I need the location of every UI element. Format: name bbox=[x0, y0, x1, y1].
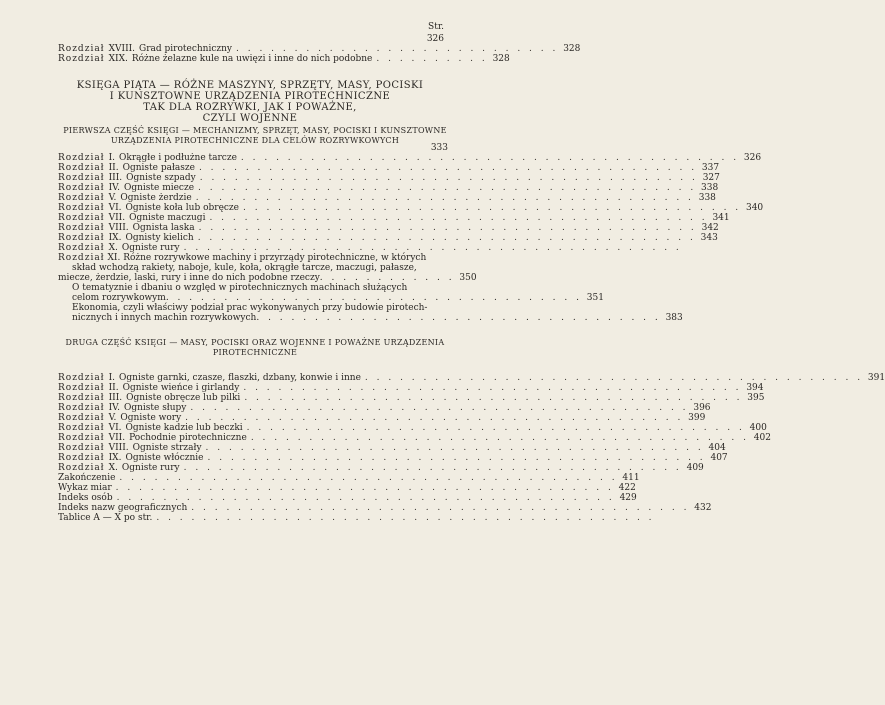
chapter-title: Różne rozrywkowe machiny i przyrządy pirotechniczne, w których bbox=[123, 253, 427, 263]
chapter-number: XIX. bbox=[108, 54, 128, 64]
leader-dots: . . . . . . . . . . . . . . . . . . . . . . . . . . . . . . . . . . . . . . . . . . . bbox=[199, 173, 698, 183]
chapter-title: Ogniste strzały bbox=[132, 443, 202, 453]
chapter-title-cont: celom rozrywkowym bbox=[72, 293, 166, 303]
chapter-title: Okrągłe i podłużne tarcze bbox=[119, 153, 237, 163]
page-number: 391 bbox=[867, 373, 885, 383]
page-number: 337 bbox=[701, 163, 720, 173]
chapter-title: Ogniste wieńce i girlandy bbox=[122, 383, 240, 393]
chapter-number: IV. bbox=[108, 403, 120, 413]
chapter-title: Grad pirotechniczny bbox=[139, 44, 233, 54]
chapter-title: Ogniste rury bbox=[121, 243, 180, 253]
toc-entry bbox=[58, 223, 719, 233]
book-five-heading bbox=[70, 80, 430, 124]
page-number: 399 bbox=[688, 413, 706, 423]
chapter-xi-line bbox=[58, 283, 448, 293]
chapter-xi-entry bbox=[58, 253, 683, 323]
leader-dots: . . . . . . . . . . . . . . . . . . . . . . . . . . . . . . . . . . . . . . . . . . . bbox=[243, 383, 742, 393]
chapter-label: Rozdział bbox=[58, 463, 105, 473]
chapter-xi-line bbox=[58, 263, 448, 273]
chapter-xi-line bbox=[58, 303, 448, 313]
first-page-number: 326 bbox=[426, 34, 444, 44]
toc-entry bbox=[58, 453, 728, 463]
chapter-title: Ogniste pałasze bbox=[122, 163, 195, 173]
toc-entry bbox=[58, 203, 764, 213]
toc-entry bbox=[58, 463, 704, 473]
leader-dots: . . . . . . . . . . . . . . . . . . . . . . . . . . . . . . . . . . . . . . . . . . . bbox=[191, 503, 690, 513]
chapter-label: Rozdział bbox=[58, 243, 105, 253]
chapter-title: Zakończenie bbox=[58, 473, 116, 483]
heading-line: KSIĘGA PIĄTA — RÓŻNE MASZYNY, SPRZĘTY, MASY, POCISKI bbox=[76, 80, 424, 91]
chapter-title: Ogniste żerdzie bbox=[120, 193, 192, 203]
leader-dots: . . . . . . . . . . . . bbox=[319, 273, 455, 283]
chapter-title: Ogniste miecze bbox=[123, 183, 195, 193]
chapter-title: Ogniste włócznie bbox=[125, 453, 204, 463]
toc-entry bbox=[58, 373, 885, 383]
chapter-title: Ogniste rury bbox=[121, 463, 180, 473]
page-number: 340 bbox=[745, 203, 764, 213]
chapter-title-cont: Ekonomia, czyli właściwy podział prac wykonywanych przy budowie pirotech- bbox=[72, 303, 428, 313]
chapter-title: Ogniste słupy bbox=[123, 403, 187, 413]
leader-dots: . . . . . . . . . . . . . . . . . . . . . . . . . . . . . . . . . . . . bbox=[165, 293, 582, 303]
heading-line: I KUNSZTOWNE URZĄDZENIA PIROTECHNICZNE bbox=[109, 91, 391, 102]
chapter-label: Rozdział bbox=[58, 163, 105, 173]
heading-line: DRUGA CZĘŚĆ KSIĘGI — MASY, POCISKI ORAZ WOJENNE I POWAŻNE URZĄDZENIA bbox=[65, 338, 445, 347]
leader-dots: . . . . . . . . . . . . . . . . . . . . . . . . . . . . . . . . . . . . . . . . . . . bbox=[244, 393, 743, 403]
chapter-label: Rozdział bbox=[58, 213, 105, 223]
chapter-title-cont: O tematyznie i dbaniu o względ w pirotechnicznych machinach służących bbox=[72, 283, 408, 293]
leader-dots: . . . . . . . . . . . . . . . . . . . . . . . . . . . . . . . . . . . . . . . . . . . bbox=[250, 433, 749, 443]
page-number: 341 bbox=[712, 213, 730, 223]
chapter-number: VII. bbox=[108, 213, 126, 223]
leader-dots: . . . . . . . . . . . . . . . . . . . . . . . . . . . . . . . . . . . . . . . . . . . bbox=[207, 453, 706, 463]
heading-line: PIROTECHNICZNE bbox=[212, 348, 298, 357]
leader-dots: . . . . . . . . . . . . . . . . . . . . . . . . . . . . . . . . . . . . . . . . . . . bbox=[116, 493, 615, 503]
chapter-xi-line bbox=[58, 313, 683, 323]
leader-dots: . . . . . . . . . . . . . . . . . . . . . . . . . . . . . . . . . . . . . . . . . . . bbox=[364, 373, 864, 383]
toc-entry bbox=[58, 44, 581, 54]
chapter-title: Wykaz miar bbox=[58, 483, 112, 493]
page-number: 350 bbox=[459, 273, 477, 283]
page-number: 328 bbox=[492, 54, 510, 64]
chapter-label: Rozdział bbox=[58, 223, 105, 233]
chapter-label: Rozdział bbox=[58, 443, 105, 453]
chapter-xi-line bbox=[58, 253, 448, 263]
leader-dots: . . . . . . . . . . . . . . . . . . . . . . . . . . . . . . . . . . . . . . . . . . . bbox=[198, 183, 697, 193]
chapter-number: IV. bbox=[108, 183, 120, 193]
leader-dots: . . . . . . . . . . . . . . . . . . . . . . . . . . . . . . . . . . . . . . . . . . . bbox=[198, 163, 698, 173]
toc-entry bbox=[58, 163, 720, 173]
chapter-title: Różne żelazne kule na uwięzi i inne do nich podobne bbox=[131, 54, 373, 64]
leader-dots: . . . . . . . . . . . . . . . . . . . . . . . . . . . . . . . . . . . . . . . . . . . bbox=[198, 223, 697, 233]
page-number: 328 bbox=[563, 44, 581, 54]
leader-dots: . . . . . . . . . . . . . . . . . . . . . . . . . . . . . . . . . . . . . . . . . . . bbox=[246, 423, 745, 433]
chapter-label: Rozdział bbox=[58, 383, 105, 393]
chapter-label: Rozdział bbox=[58, 203, 105, 213]
chapter-title-cont: skład wchodzą rakiety, naboje, kule, koła, okrągłe tarcze, maczugi, pałasze, bbox=[72, 263, 417, 273]
chapter-number: VI. bbox=[108, 203, 122, 213]
chapter-number: X. bbox=[108, 243, 118, 253]
chapter-title: Indeks nazw geograficznych bbox=[58, 503, 188, 513]
toc-start-page bbox=[58, 143, 448, 153]
leader-dots: . . . . . . . . . . . . . . . . . . . . . . . . . . . . bbox=[236, 44, 559, 54]
toc-entry bbox=[58, 473, 640, 483]
chapter-xi-line bbox=[58, 293, 604, 303]
toc-entry bbox=[58, 513, 655, 523]
page-number: 400 bbox=[749, 423, 767, 433]
chapter-label: Rozdział bbox=[58, 153, 105, 163]
chapter-title: Ogniste szpady bbox=[126, 173, 196, 183]
toc-entry bbox=[58, 173, 720, 183]
leader-dots: . . . . . . . . . . . . . . . . . . . . . . . . . . . . . . . . . . . . . . . . . . . bbox=[197, 233, 696, 243]
heading-line: TAK DLA ROZRYWKI, JAK I POWAŻNE, bbox=[143, 102, 357, 113]
leader-dots: . . . . . . . . . . . . . . . . . . . . . . . . . . . . . . . . . . . . . . . . . . . bbox=[156, 513, 655, 523]
chapter-title-cont: miecze, żerdzie, laski, rury i inne do nich podobne rzeczy bbox=[58, 273, 320, 283]
heading-line: PIERWSZA CZĘŚĆ KSIĘGI — MECHANIZMY, SPRZĘT, MASY, POCISKI I KUNSZTOWNE bbox=[63, 126, 447, 135]
chapter-number: VIII. bbox=[108, 223, 129, 233]
leader-dots: . . . . . . . . . . . . . . . . . . . . . . . . . . . . . . . . . . . . . . . . . . . bbox=[119, 473, 618, 483]
chapter-number: XI. bbox=[107, 253, 121, 263]
chapter-number: III. bbox=[108, 173, 123, 183]
toc-entry bbox=[58, 233, 718, 243]
toc-entry bbox=[58, 383, 764, 393]
leader-dots: . . . . . . . . . . . . . . . . . . . . . . . . . . . . . . . . . . . . . . . . . . . bbox=[205, 443, 704, 453]
toc-entry bbox=[58, 493, 637, 503]
chapter-label: Rozdział bbox=[58, 393, 105, 403]
page-number: 351 bbox=[586, 293, 604, 303]
leader-dots: . . . . . . . . . . . . . . . . . . . . . . . . . . . . . . . . . . . . . . . . . . . bbox=[190, 403, 689, 413]
chapter-number: X. bbox=[108, 463, 118, 473]
toc-entry bbox=[58, 393, 765, 403]
page-number: 395 bbox=[747, 393, 765, 403]
leader-dots: . . . . . . . . . . bbox=[376, 54, 488, 64]
chapter-title: Ogniste maczugi bbox=[129, 213, 206, 223]
page-number: 409 bbox=[686, 463, 704, 473]
page-number: 402 bbox=[753, 433, 771, 443]
second-part-heading bbox=[60, 338, 450, 358]
heading-line: CZYLI WOJENNE bbox=[202, 113, 298, 124]
page-number: 333 bbox=[430, 143, 448, 153]
page-number: 343 bbox=[700, 233, 718, 243]
toc-entry bbox=[58, 153, 762, 163]
chapter-label: Rozdział bbox=[58, 253, 105, 263]
chapter-number: XVIII. bbox=[108, 44, 136, 54]
chapter-title: Ogniste garnki, czasze, flaszki, dzbany, konwie i inne bbox=[119, 373, 361, 383]
leader-dots: . . . . . . . . . . . . . . . . . . . . . . . . . . . . . . . . . . . . . . . . . . . bbox=[183, 243, 682, 253]
toc-entry bbox=[58, 423, 767, 433]
toc-entry bbox=[58, 413, 706, 423]
chapter-number: II. bbox=[108, 163, 119, 173]
column-header bbox=[427, 22, 444, 44]
toc-entry bbox=[58, 183, 719, 193]
chapter-title: Tablice A — X po str. bbox=[58, 513, 153, 523]
chapter-number: V. bbox=[108, 413, 117, 423]
toc-entry bbox=[58, 54, 510, 64]
page-number: 394 bbox=[746, 383, 764, 393]
chapter-number: II. bbox=[108, 383, 119, 393]
chapter-title: Ogniste kadzie lub beczki bbox=[125, 423, 243, 433]
page-number: 342 bbox=[701, 223, 719, 233]
str-label: Str. bbox=[428, 22, 444, 32]
toc-entry bbox=[58, 403, 711, 413]
page-number: 327 bbox=[702, 173, 720, 183]
chapter-label: Rozdział bbox=[58, 433, 105, 443]
leader-dots: . . . . . . . . . . . . . . . . . . . . . . . . . . . . . . . . . . . . . . . . . . . bbox=[185, 413, 684, 423]
chapter-number: IX. bbox=[108, 233, 122, 243]
page-number: 429 bbox=[619, 493, 637, 503]
chapter-label: Rozdział bbox=[58, 373, 105, 383]
chapter-title: Ogniste wory bbox=[120, 413, 182, 423]
toc-entry bbox=[58, 483, 636, 493]
chapter-label: Rozdział bbox=[58, 193, 105, 203]
toc-entry bbox=[58, 503, 712, 513]
page-number: 422 bbox=[618, 483, 636, 493]
chapter-number: VIII. bbox=[108, 443, 129, 453]
chapter-number: VII. bbox=[108, 433, 126, 443]
leader-dots: . . . . . . . . . . . . . . . . . . . . . . . . . . . . . . . . . . . . . . . . . . . bbox=[240, 153, 740, 163]
chapter-number: IX. bbox=[108, 453, 122, 463]
leader-dots: . . . . . . . . . . . . . . . . . . . . . . . . . . . . . . . . . . . . . . . . . . . bbox=[195, 193, 694, 203]
chapter-label: Rozdział bbox=[58, 173, 105, 183]
leader-dots: . . . . . . . . . . . . . . . . . . . . . . . . . . . . . . . . . . . bbox=[256, 313, 661, 323]
chapter-label: Rozdział bbox=[58, 453, 105, 463]
chapter-number: V. bbox=[108, 193, 117, 203]
page-number: 396 bbox=[693, 403, 711, 413]
toc-entry bbox=[58, 193, 716, 203]
chapter-xi-line bbox=[58, 273, 477, 283]
leader-dots: . . . . . . . . . . . . . . . . . . . . . . . . . . . . . . . . . . . . . . . . . . . bbox=[243, 203, 742, 213]
chapter-label: Rozdział bbox=[58, 413, 105, 423]
chapter-number: VI. bbox=[108, 423, 122, 433]
page-number: 383 bbox=[665, 313, 683, 323]
chapter-title: Ogniste koła lub obręcze bbox=[125, 203, 239, 213]
chapter-number: III. bbox=[108, 393, 123, 403]
leader-dots: . . . . . . . . . . . . . . . . . . . . . . . . . . . . . . . . . . . . . . . . . . . bbox=[183, 463, 682, 473]
chapter-xi-head bbox=[58, 253, 426, 263]
chapter-number: I. bbox=[108, 373, 116, 383]
page-number: 338 bbox=[701, 183, 719, 193]
chapter-number: I. bbox=[108, 153, 116, 163]
chapter-title: Pochodnie pirotechniczne bbox=[129, 433, 247, 443]
chapter-title: Ogniste obręcze lub pilki bbox=[126, 393, 241, 403]
toc-entry bbox=[58, 433, 771, 443]
chapter-title: Indeks osób bbox=[58, 493, 113, 503]
heading-line: URZĄDZENIA PIROTECHNICZNE DLA CELÓW ROZRYWKOWYCH bbox=[110, 136, 400, 145]
page-number: 326 bbox=[743, 153, 762, 163]
chapter-title: Ognisty kielich bbox=[125, 233, 194, 243]
chapter-title: Ognista laska bbox=[132, 223, 195, 233]
chapter-label: Rozdział bbox=[58, 233, 105, 243]
page-number: 432 bbox=[694, 503, 712, 513]
chapter-title-cont: nicznych i innych machin rozrywkowych bbox=[72, 313, 257, 323]
chapter-label: Rozdział bbox=[58, 403, 105, 413]
chapter-label: Rozdział bbox=[58, 183, 105, 193]
page-number: 407 bbox=[710, 453, 728, 463]
toc-entry bbox=[58, 213, 730, 223]
toc-entry bbox=[58, 443, 726, 453]
leader-dots: . . . . . . . . . . . . . . . . . . . . . . . . . . . . . . . . . . . . . . . . . . . bbox=[115, 483, 614, 493]
page-number: 404 bbox=[708, 443, 726, 453]
chapter-label: Rozdział bbox=[58, 44, 105, 54]
page-number: 338 bbox=[698, 193, 716, 203]
page-number: 411 bbox=[622, 473, 640, 483]
chapter-label: Rozdział bbox=[58, 423, 105, 433]
leader-dots: . . . . . . . . . . . . . . . . . . . . . . . . . . . . . . . . . . . . . . . . . . . bbox=[209, 213, 708, 223]
toc-entry bbox=[58, 243, 682, 253]
chapter-label: Rozdział bbox=[58, 54, 105, 64]
